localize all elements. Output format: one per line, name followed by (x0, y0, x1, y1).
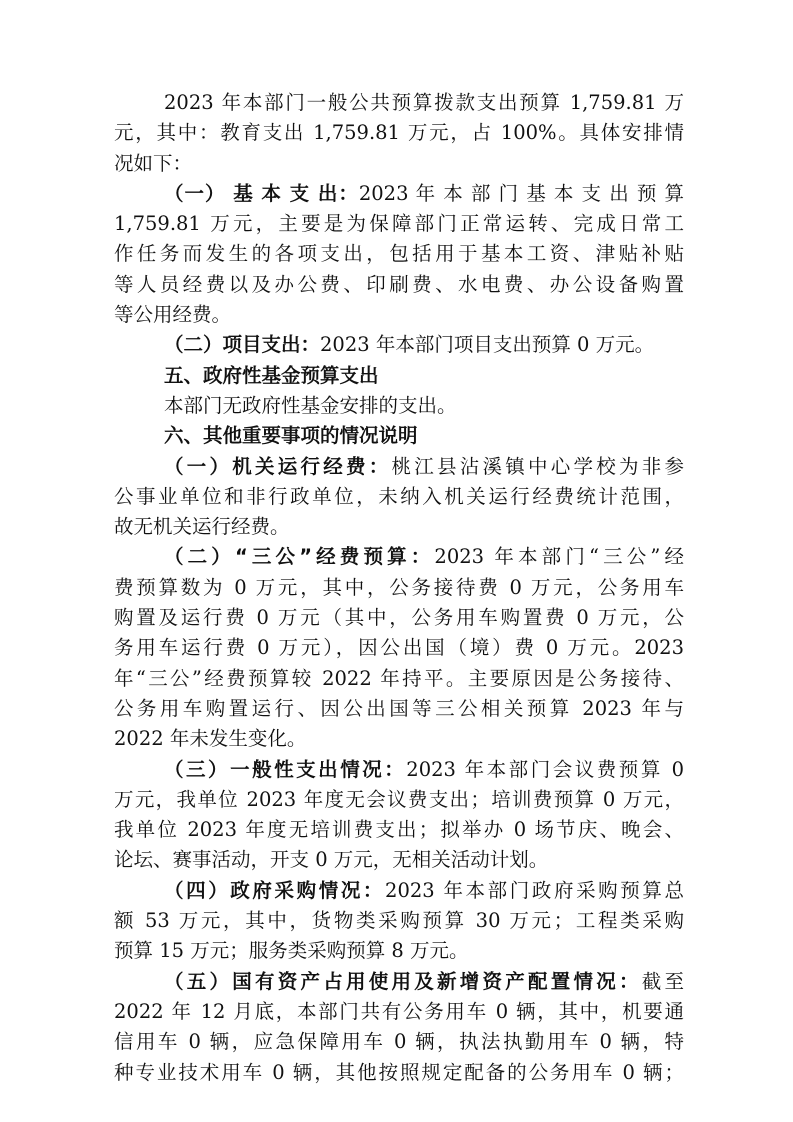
paragraph-operating-funds (114, 452, 684, 543)
text-segment: 桃江县沾溪镇中心学校为非参 (391, 454, 684, 478)
text-line: 年“三公”经费预算较 2022 年持平。主要原因是公务接待、 (114, 666, 684, 690)
text-line: 本部门无政府性基金安排的支出。 (164, 393, 457, 417)
text-segment: 2023 年本部门“三公”经 (434, 545, 684, 569)
section-heading: 六、其他重要事项的情况说明 (164, 424, 418, 448)
text-line: 务用车运行费 0 万元），因公出国（境）费 0 万元。2023 (114, 636, 684, 660)
paragraph-heading: （四）政府采购情况： (164, 878, 386, 902)
paragraph-heading: （三）一般性支出情况： (164, 757, 407, 781)
text-line: 我单位 2023 年度无培训费支出；拟举办 0 场节庆、晚会、 (114, 818, 684, 842)
text-line: 预算 15 万元；服务类采购预算 8 万元。 (114, 939, 469, 963)
text-line: 万元，我单位 2023 年度无会议费支出；培训费预算 0 万元， (114, 787, 684, 811)
document-page (114, 88, 684, 1088)
paragraph-project-expenditure (114, 330, 684, 360)
paragraph-heading: （二）项目支出： (164, 333, 321, 357)
section-heading-6 (114, 421, 684, 451)
paragraph-procurement (114, 876, 684, 967)
section-heading: 五、政府性基金预算支出 (164, 363, 379, 387)
text-line: 种专业技术用车 0 辆，其他按照规定配备的公务用车 0 辆； (114, 1060, 684, 1084)
paragraph-heading: （二）“三公”经费预算： (164, 545, 435, 569)
text-line: 况如下： (114, 151, 193, 175)
paragraph-intro (114, 88, 684, 179)
text-line: 2023 年本部门一般公共预算拨款支出预算 1,759.81 万 (164, 91, 684, 114)
text-line: 论坛、赛事活动，开支 0 万元，无相关活动计划。 (114, 848, 549, 872)
paragraph-heading: （五）国有资产占用使用及新增资产配置情况： (164, 969, 642, 993)
text-segment: 截至 (641, 969, 684, 993)
text-line: 额 53 万元，其中，货物类采购预算 30 万元；工程类采购 (114, 909, 684, 933)
text-line: 2022 年未发生变化。 (114, 727, 307, 751)
text-line (114, 876, 684, 906)
text-line: 2022 年 12 月底，本部门共有公务用车 0 辆，其中，机要通 (114, 999, 684, 1023)
paragraph-heading: （一） 基 本 支 出： (164, 181, 359, 205)
text-line (114, 452, 684, 482)
text-line (114, 755, 684, 785)
text-segment: 2023 年本部门政府采购预算总 (385, 878, 684, 902)
text-line: 等人员经费以及办公费、印刷费、水电费、办公设备购置 (114, 272, 684, 296)
text-segment: 2023 年本部门项目支出预算 0 万元。 (320, 333, 655, 357)
text-line: 信用车 0 辆，应急保障用车 0 辆，执法执勤用车 0 辆，特 (114, 1030, 684, 1054)
text-line (114, 330, 684, 360)
text-line: 1,759.81 万元，主要是为保障部门正常运转、完成日常工 (114, 212, 684, 236)
text-segment: 2023 年 本 部 门 基 本 支 出 预 算 (358, 181, 684, 205)
text-line (114, 967, 684, 997)
text-line: 元，其中：教育支出 1,759.81 万元，占 100%。具体安排情 (114, 121, 684, 145)
section-heading-5 (114, 361, 684, 391)
paragraph-heading: （一）机关运行经费： (164, 454, 392, 478)
text-line: 费预算数为 0 万元，其中，公务接待费 0 万元，公务用车 (114, 575, 684, 599)
text-line: 等公用经费。 (114, 303, 232, 327)
paragraph-three-public (114, 542, 684, 754)
text-line: 公事业单位和非行政单位，未纳入机关运行经费统计范围， (114, 484, 684, 508)
text-line: 故无机关运行经费。 (114, 515, 290, 539)
text-line: 购置及运行费 0 万元（其中，公务用车购置费 0 万元，公 (114, 606, 684, 630)
paragraph-general-expenditure (114, 755, 684, 876)
text-line (114, 542, 684, 572)
paragraph-basic-expenditure (114, 179, 684, 330)
text-line: 公务用车购置运行、因公出国等三公相关预算 2023 年与 (114, 696, 684, 720)
paragraph-assets (114, 967, 684, 1088)
text-line: 作任务而发生的各项支出，包括用于基本工资、津贴补贴 (114, 242, 684, 266)
text-line (114, 179, 684, 209)
text-segment: 2023 年本部门会议费预算 0 (406, 757, 684, 781)
paragraph-section-5-body (114, 391, 684, 421)
